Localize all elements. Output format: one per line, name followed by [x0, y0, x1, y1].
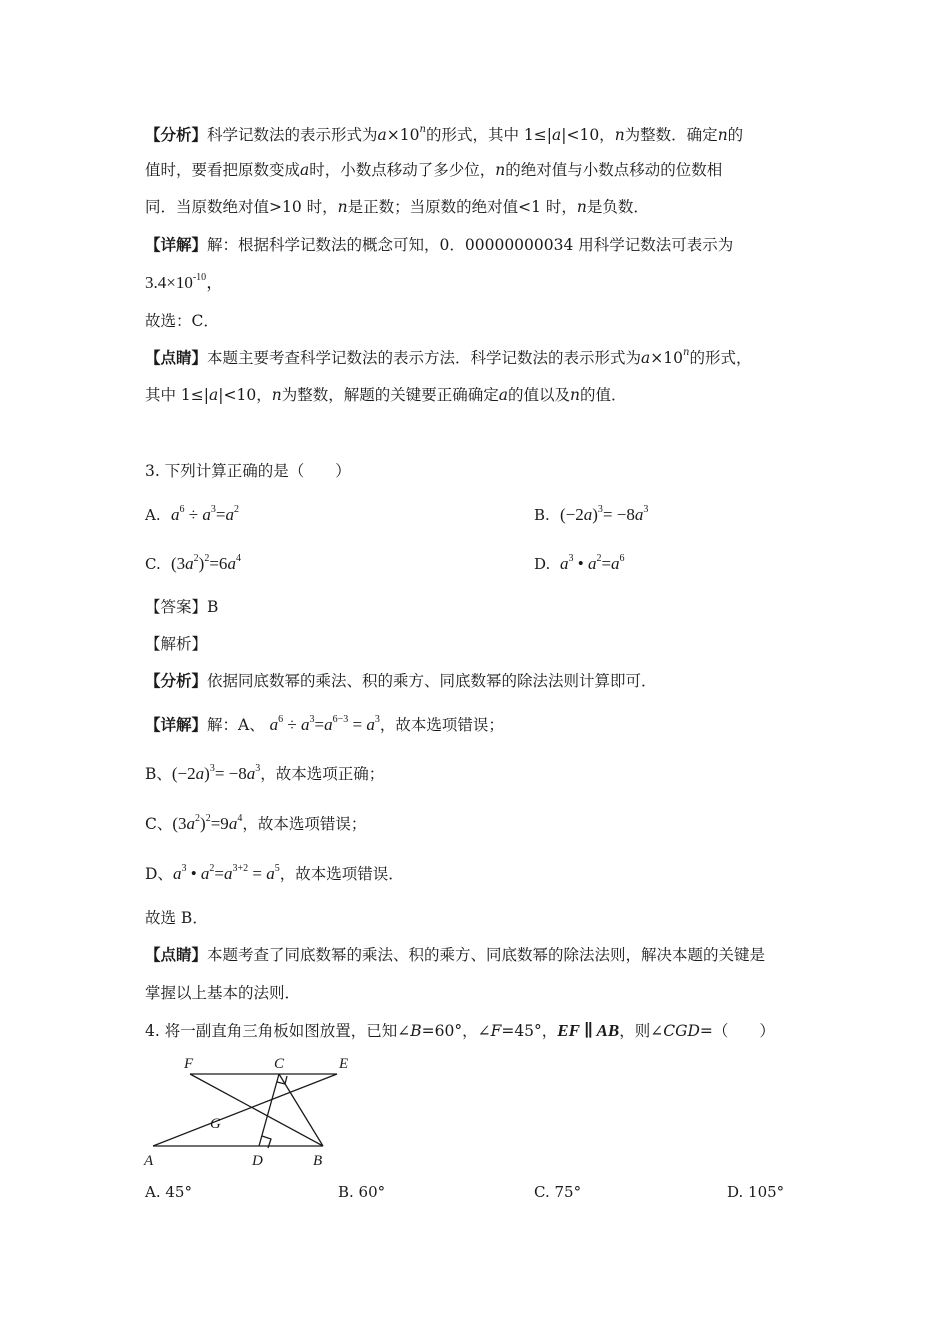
text: 同．当原数绝对值>10 时，	[145, 198, 338, 216]
text: ，故本选项错误；	[242, 815, 367, 833]
text: D、	[145, 865, 173, 883]
text: 的值以及	[507, 386, 570, 404]
angle-cgd: CGD	[663, 1022, 700, 1040]
analysis-line-2	[145, 159, 722, 181]
var-a: a	[300, 161, 310, 179]
option-label: B.	[534, 506, 550, 524]
q4-option-a[interactable]: A. 45°	[145, 1183, 192, 1201]
q3-explain-tag: 【解析】	[145, 635, 208, 653]
text: 的形式，其中 1≤	[425, 126, 547, 144]
q3-option-b[interactable]	[534, 504, 648, 526]
text: ，	[206, 273, 224, 292]
text: 的	[727, 126, 744, 144]
q3-analysis	[145, 670, 657, 692]
comment-line-1: 【点睛】本题主要考查科学记数法的表示方法．科学记数法的表示形式为$a\times 10^n$的形式，	[145, 347, 752, 367]
var-a: a	[498, 386, 508, 404]
angle-b: B	[410, 1022, 422, 1040]
text: 的绝对值与小数点移动的位数相	[505, 161, 723, 179]
text: 是正数；当原数的绝对值<1 时，	[347, 198, 577, 216]
text: 解：根据科学记数法的概念可知，0．00000000034 用科学记数法可表示为	[207, 236, 734, 254]
sup-n: n	[683, 347, 690, 358]
var-a: a	[551, 126, 562, 144]
text: C、	[145, 815, 173, 833]
var-n: n	[614, 126, 625, 144]
text: <10，	[223, 386, 272, 404]
q3-detail-a	[145, 714, 504, 736]
text: 的值．	[579, 386, 627, 404]
label-d: D	[252, 1153, 263, 1169]
formula: $(3a^2)^2=9a^4$	[172, 813, 243, 833]
text: =（ ）	[699, 1022, 775, 1040]
var-a: a	[641, 349, 651, 367]
detail-tag: 【详解】	[145, 235, 208, 254]
detail-tag: 【详解】	[145, 715, 208, 734]
result-base: 3.4×10	[145, 273, 193, 292]
detail-line	[145, 234, 733, 256]
q3-detail-c	[145, 813, 366, 835]
text: ，则∠	[619, 1022, 664, 1040]
var-a: a	[209, 386, 219, 404]
label-a: A	[144, 1153, 154, 1169]
option-label: D.	[534, 555, 551, 573]
label-c: C	[274, 1056, 285, 1072]
label-b: B	[313, 1153, 323, 1169]
formula: $(-2a)^3= -8a^3$	[560, 504, 649, 524]
var-n: n	[495, 161, 506, 179]
sup-n: n	[419, 124, 426, 135]
detail-result	[145, 272, 223, 294]
q4-option-c[interactable]: C. 75°	[534, 1183, 582, 1201]
q3-comment-2: 掌握以上基本的法则．	[145, 984, 301, 1002]
text: ，故本选项错误；	[379, 716, 504, 734]
var-n: n	[576, 198, 587, 216]
text: 科学记数法的表示形式为	[207, 126, 378, 144]
q3-detail-b	[145, 763, 384, 785]
segment-cd	[259, 1074, 279, 1146]
option-label: A.	[145, 506, 161, 524]
q3-answer: 【答案】B	[145, 598, 219, 616]
text: 为整数，解题的关键要正确确定	[281, 386, 499, 404]
option-label: C.	[145, 555, 161, 573]
text: 本题考查了同底数幂的乘法、积的乘方、同底数幂的除法法则，解决本题的关键是	[207, 946, 766, 964]
q4-option-d[interactable]: D. 105°	[727, 1183, 785, 1201]
var-n: n	[337, 198, 348, 216]
label-g: G	[210, 1116, 221, 1132]
text: 本题主要考查科学记数法的表示方法．科学记数法的表示形式为	[207, 349, 642, 367]
analysis-tag: 【分析】	[145, 125, 208, 144]
segment-cb	[279, 1074, 323, 1146]
ten: 10	[399, 126, 420, 144]
comment-line-2: 其中 1≤|a|<10，n为整数，解题的关键要正确确定a的值以及n的值．	[145, 386, 627, 404]
comment-tag: 【点睛】	[145, 945, 208, 964]
text: =60°，∠	[421, 1022, 491, 1040]
text: 解：A、	[207, 716, 265, 734]
formula: $a^6 \div a^3=a^2$	[171, 504, 239, 524]
q3-option-d[interactable]	[534, 553, 625, 575]
formula: $(3a^2)^2=6a^4$	[171, 553, 241, 573]
analysis-tag: 【分析】	[145, 671, 208, 690]
comment-tag: 【点睛】	[145, 348, 208, 367]
segment-fb	[190, 1074, 323, 1146]
segment-ae	[153, 1074, 337, 1146]
var-n: n	[271, 386, 282, 404]
var-a: a	[377, 126, 387, 144]
ten: 10	[663, 349, 684, 367]
text: ，故本选项正确；	[260, 765, 385, 783]
text: 为整数．确定	[624, 126, 718, 144]
q3-detail-d	[145, 863, 404, 885]
choose-line: 故选：C．	[145, 312, 219, 330]
result-exp: -10	[192, 272, 207, 283]
text: =45°，	[501, 1022, 558, 1040]
analysis-line-1: 【分析】科学记数法的表示形式为$a\times 10^n$的形式，其中 1≤|a|<10，n为整数．确定n的	[145, 124, 744, 144]
text: B、	[145, 765, 172, 783]
label-e: E	[339, 1056, 349, 1072]
q4-option-b[interactable]: B. 60°	[338, 1183, 386, 1201]
text: 值时，要看把原数变成	[145, 161, 301, 179]
var-n: n	[569, 386, 580, 404]
text: 的形式，	[689, 349, 752, 367]
formula: $(-2a)^3= -8a^3$	[171, 763, 261, 783]
q3-choose: 故选 B．	[145, 909, 208, 927]
q3-option-c[interactable]	[145, 553, 241, 575]
q3-option-a[interactable]	[145, 504, 239, 526]
formula: $a^3$ • $a^2=a^{3+2} = a^5$	[172, 863, 280, 883]
formula: $a^6 \div a^3=a^{6-3} = a^3$	[269, 714, 380, 734]
text: 时，小数点移动了多少位，	[309, 161, 496, 179]
text: 其中 1≤	[145, 386, 204, 404]
text: 依据同底数幂的乘法、积的乘方、同底数幂的除法法则计算即可．	[207, 672, 657, 690]
text: ，故本选项错误．	[279, 865, 404, 883]
parallel-statement: EF ∥ AB	[557, 1021, 620, 1040]
q3-comment-1	[145, 944, 765, 966]
text: 4. 将一副直角三角板如图放置，已知∠	[145, 1022, 411, 1040]
text: 是负数．	[586, 198, 649, 216]
label-f: F	[184, 1056, 194, 1072]
angle-f: F	[490, 1022, 502, 1040]
var-n: n	[717, 126, 728, 144]
q4-stem	[145, 1020, 775, 1042]
q4-figure	[140, 1052, 380, 1174]
text: <10，	[566, 126, 615, 144]
q3-stem: 3. 下列计算正确的是（ ）	[145, 462, 351, 480]
formula: $a^3$ • $a^2=a^6$	[560, 553, 625, 573]
analysis-line-3	[145, 196, 649, 218]
